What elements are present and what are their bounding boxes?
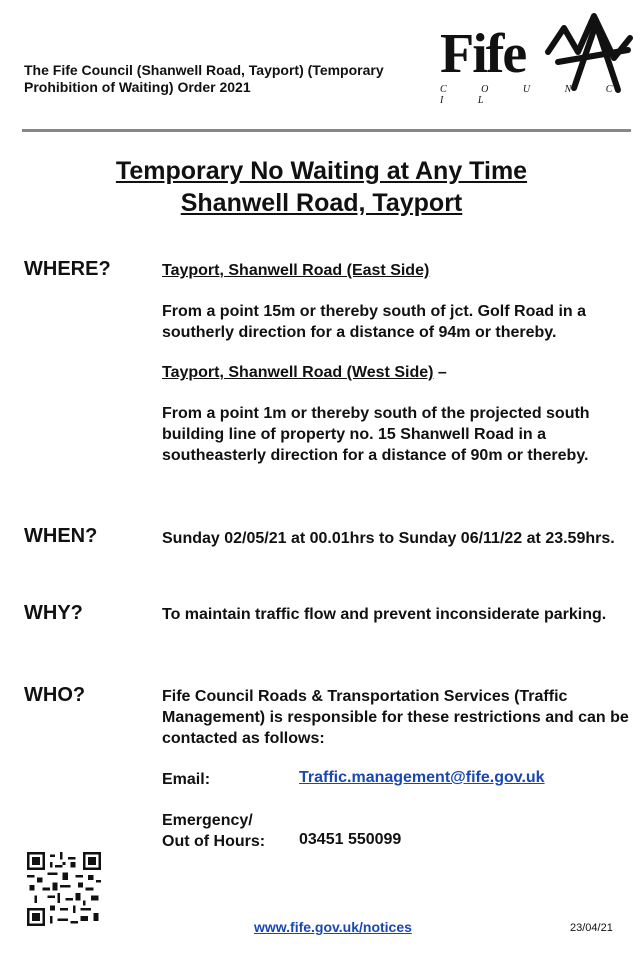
notice-date: 23/04/21: [570, 922, 613, 934]
where-west-heading: Tayport, Shanwell Road (West Side): [162, 364, 434, 381]
fife-logo-icon: [544, 6, 636, 96]
where-west-text: From a point 1m or thereby south of the projected south building line of property no. 15 Shanwell Road in a southeasterly direction for a distance of 90m or thereby.: [162, 405, 590, 464]
fife-logo-council: C O U N C I L: [440, 84, 629, 106]
where-label: WHERE?: [24, 258, 111, 280]
emergency-label-line1: Emergency/: [162, 812, 253, 829]
website-link[interactable]: www.fife.gov.uk/notices: [254, 919, 412, 935]
where-east-heading: Tayport, Shanwell Road (East Side): [162, 262, 430, 279]
notice-title-line1: Temporary No Waiting at Any Time: [115, 157, 528, 185]
order-title-line2: Prohibition of Waiting) Order 2021: [24, 79, 251, 95]
phone-number: 03451 550099: [299, 831, 402, 848]
where-east-text: From a point 15m or thereby south of jct. Golf Road in a southerly direction for a distance of 94m or thereby.: [162, 303, 587, 341]
why-label: WHY?: [24, 602, 83, 624]
email-link[interactable]: Traffic.management@fife.gov.uk: [299, 769, 545, 786]
when-text: Sunday 02/05/21 at 00.01hrs to Sunday 06/11/22 at 23.59hrs.: [162, 530, 615, 547]
header-divider: [22, 129, 631, 132]
why-text: To maintain traffic flow and prevent inconsiderate parking.: [162, 606, 607, 623]
fife-logo-text: Fife: [440, 23, 526, 85]
who-label: WHO?: [24, 684, 86, 706]
when-label: WHEN?: [24, 525, 98, 547]
where-west-heading-row: [162, 362, 632, 383]
notice-title-line2: Shanwell Road, Tayport: [180, 189, 463, 217]
order-title: [24, 62, 424, 96]
qr-code-icon[interactable]: [27, 852, 101, 926]
emergency-label-line2: Out of Hours:: [162, 833, 266, 850]
order-title-line1: The Fife Council (Shanwell Road, Tayport) (Temporary: [24, 62, 384, 78]
where-west-dash: –: [433, 364, 447, 381]
emergency-label: [162, 810, 292, 852]
email-label: Email:: [162, 771, 211, 788]
who-text: Fife Council Roads & Transportation Services (Traffic Management) is responsible for these restrictions and can be contacted as follows:: [162, 688, 629, 747]
